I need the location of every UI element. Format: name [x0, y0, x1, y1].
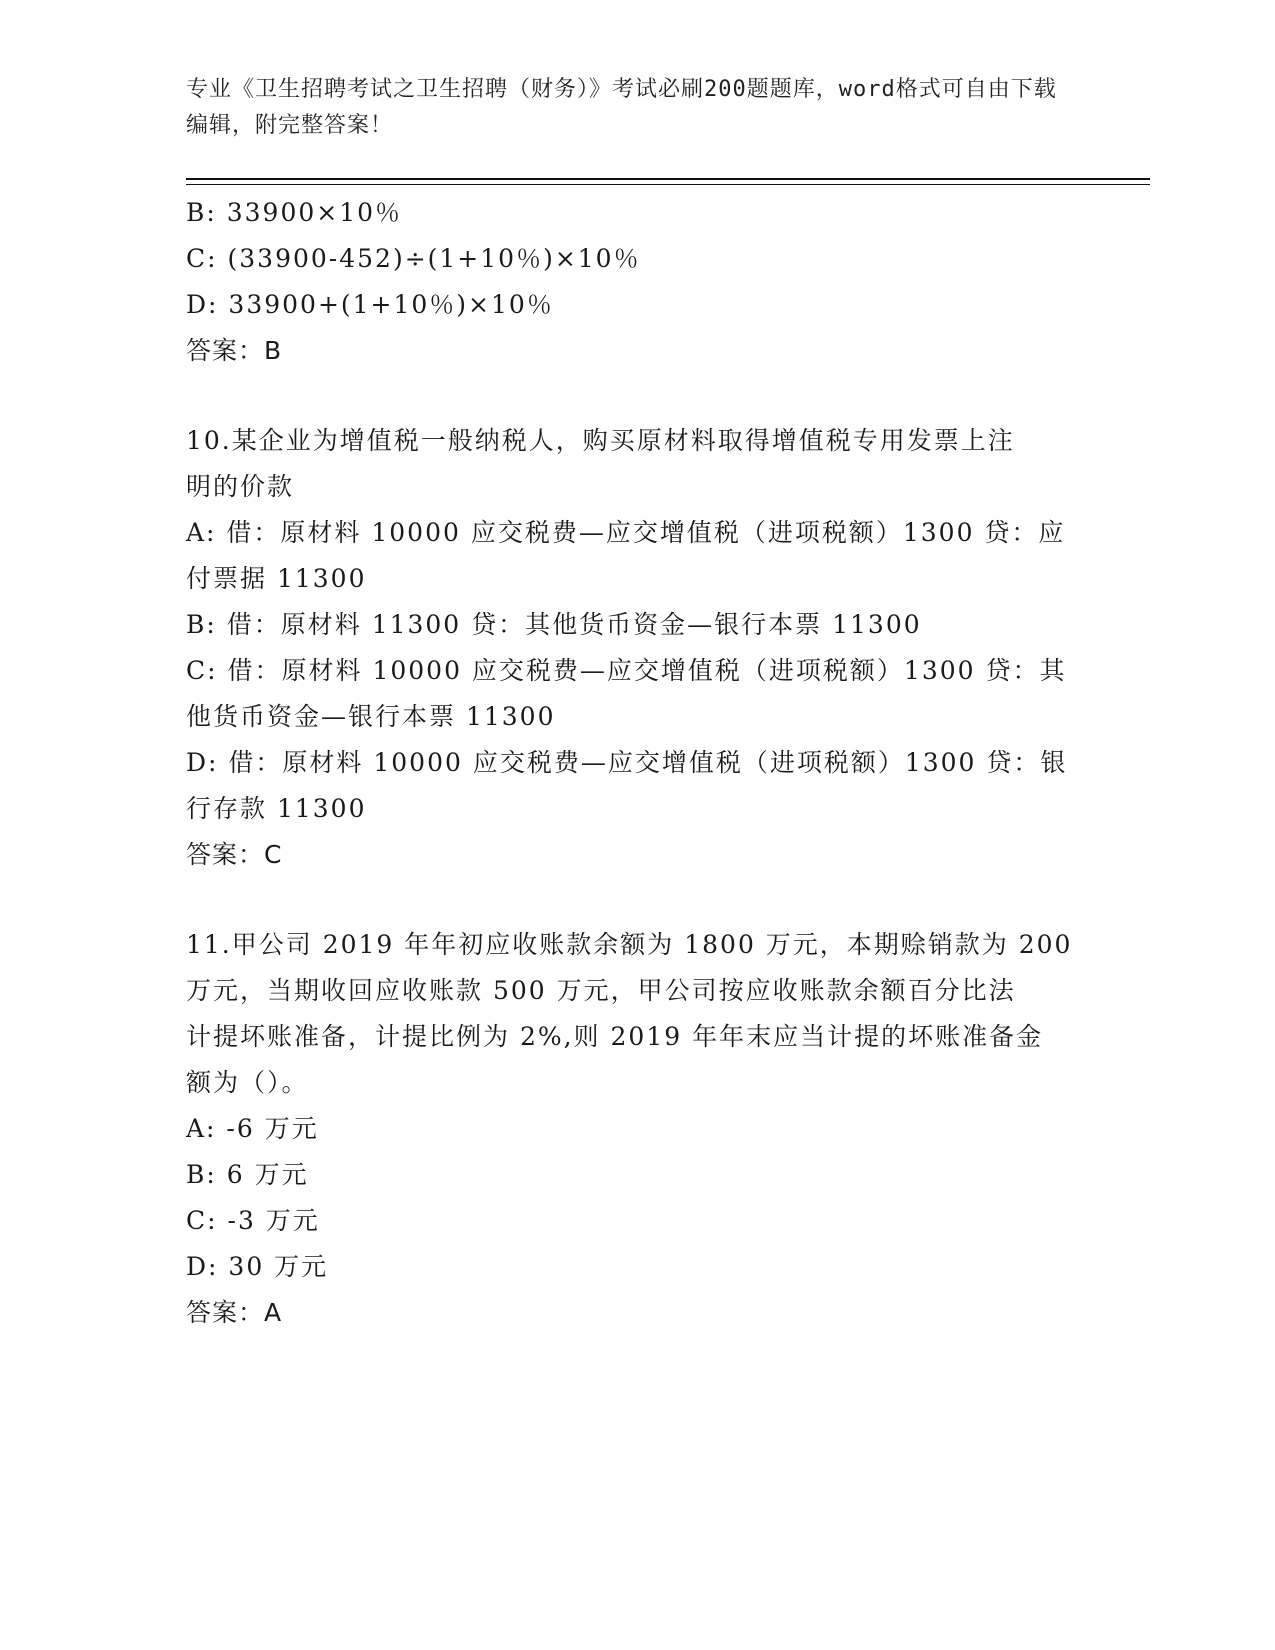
q10-option-a-line-2: 付票据 11300	[186, 564, 367, 593]
q9-option-b: B: 33900×10％	[186, 198, 403, 227]
q10-option-a-line-1: A: 借：原材料 10000 应交税费—应交增值税（进项税额）1300 贷：应	[186, 518, 1066, 547]
q10-option-c-line-1: C: 借：原材料 10000 应交税费—应交增值税（进项税额）1300 贷：其	[186, 656, 1067, 685]
q9-option-d: D: 33900+(1+10％)×10％	[186, 290, 554, 319]
q10-answer: 答案：C	[186, 840, 283, 869]
q11-option-d: D: 30 万元	[186, 1252, 329, 1281]
spacer	[186, 878, 1086, 922]
header-rule-thick	[186, 178, 1150, 180]
q9-option-c: C: (33900-452)÷(1+10％)×10％	[186, 244, 641, 273]
q10-option-d-line-2: 行存款 11300	[186, 794, 367, 823]
q11-option-a: A: -6 万元	[186, 1114, 319, 1143]
q11-stem-line-2: 万元，当期收回应收账款 500 万元，甲公司按应收账款余额百分比法	[186, 976, 1016, 1005]
q10-option-b: B: 借：原材料 11300 贷：其他货币资金—银行本票 11300	[186, 610, 922, 639]
spacer	[186, 374, 1086, 418]
q10-option-c-line-2: 他货币资金—银行本票 11300	[186, 702, 556, 731]
q11-option-b: B: 6 万元	[186, 1160, 309, 1189]
q10-option-d-line-1: D: 借：原材料 10000 应交税费—应交增值税（进项税额）1300 贷：银	[186, 748, 1068, 777]
header-rule-thin	[186, 184, 1150, 185]
q10-stem-line-1: 10.某企业为增值税一般纳税人，购买原材料取得增值税专用发票上注	[186, 426, 1015, 455]
header-title: 专业《卫生招聘考试之卫生招聘（财务）》考试必刷200题题库，word格式可自由下载编辑，附完整答案！	[186, 77, 1057, 138]
q10-stem-line-2: 明的价款	[186, 472, 295, 501]
document-body	[186, 190, 1086, 1336]
document-header	[186, 72, 1066, 144]
q11-answer: 答案：A	[186, 1298, 283, 1327]
q11-stem-line-4: 额为（）。	[186, 1068, 309, 1097]
q9-answer: 答案：B	[186, 336, 283, 365]
q11-option-c: C: -3 万元	[186, 1206, 320, 1235]
q11-stem-line-1: 11.甲公司 2019 年年初应收账款余额为 1800 万元，本期赊销款为 200	[186, 930, 1073, 959]
q11-stem-line-3: 计提坏账准备，计提比例为 2%,则 2019 年年末应当计提的坏账准备金	[186, 1022, 1044, 1051]
